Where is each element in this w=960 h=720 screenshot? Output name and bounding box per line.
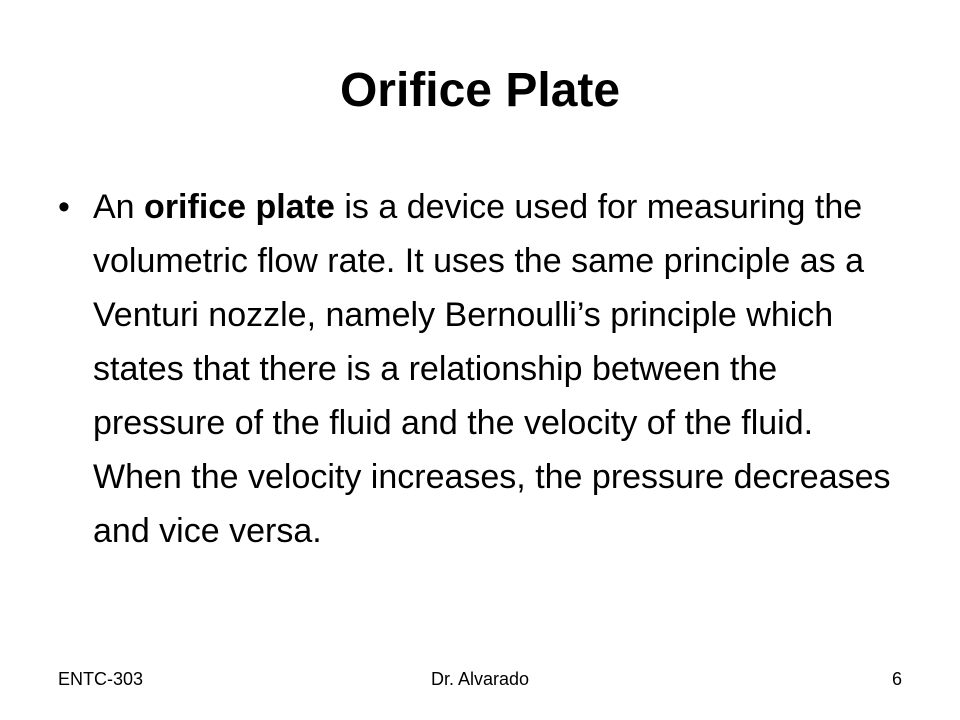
bullet-text-before: An — [93, 188, 145, 226]
bullet-marker: • — [58, 188, 70, 226]
bullet-bold-term: orifice plate — [144, 188, 335, 226]
bullet-item — [58, 180, 908, 558]
bullet-text — [93, 180, 908, 558]
bullet-text-after: is a device used for measuring the volumetric flow rate. It uses the same principle as a Venturi nozzle, namely Bernoulli’s principle which states that there is a relationship between the pressure of the fluid and the velocity of the fluid. When the velocity increases, the pressure decreases and vice versa. — [93, 188, 891, 550]
footer-page-number: 6 — [891, 669, 902, 689]
slide-title: Orifice Plate — [339, 64, 621, 117]
footer-course-code: ENTC-303 — [58, 669, 144, 689]
footer-author: Dr. Alvarado — [430, 669, 530, 689]
